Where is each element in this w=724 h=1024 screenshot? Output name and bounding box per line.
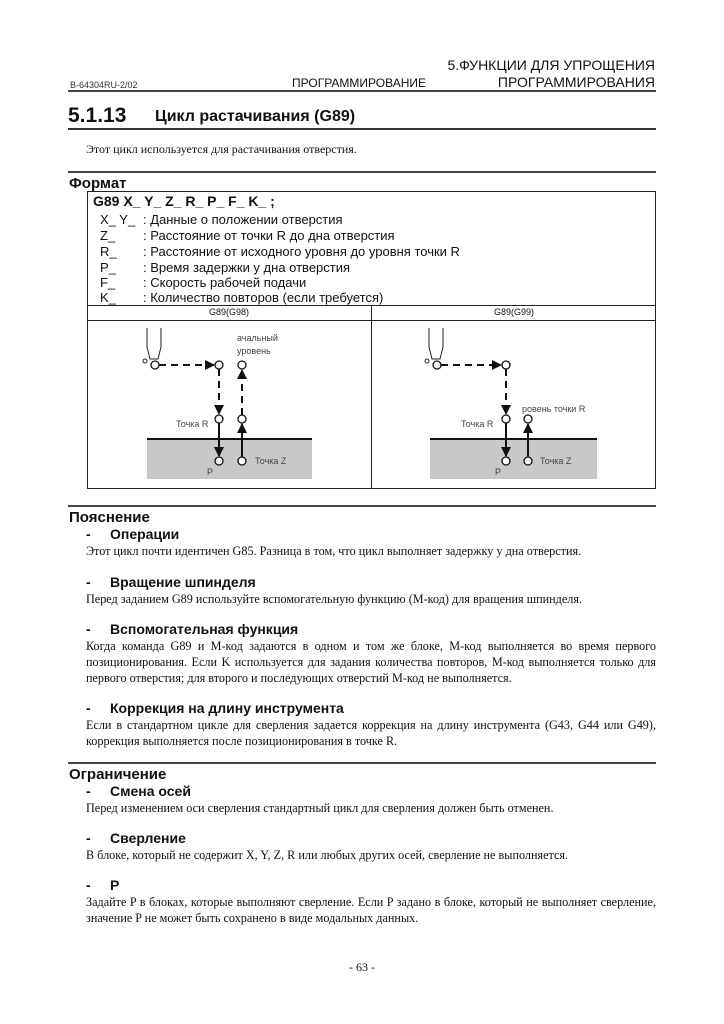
param-desc: : Количество повторов (если требуется) [143,290,384,305]
subsection-text-operations: Этот цикл почти идентичен G85. Разница в том, что цикл выполняет задержку у дна отверстия. [86,544,582,558]
workpiece [147,439,312,479]
param-key: X_ Y_ [100,212,136,227]
explanation-heading: Пояснение [69,509,150,526]
subsection-title-p: P [110,877,120,893]
restriction-rule [68,762,656,764]
subsection-text-drilling: В блоке, который не содержит X, Y, Z, R или любых других осей, сверление не выполняется. [86,848,569,862]
section-number: 5.1.13 [68,104,127,127]
subsection-title-aux-function: Вспомогательная функция [110,621,299,637]
r-point-return [238,415,246,423]
subsection-dash: - [86,621,91,637]
section-title: Цикл растачивания (G89) [155,108,356,125]
workpiece [430,439,597,479]
label-initial-level-1: ачальный [237,333,278,343]
position-point [215,361,223,369]
subsection-title-drilling: Сверление [110,830,186,846]
section-rule [68,128,656,130]
r-level-point [524,415,532,423]
tool-icon [143,328,161,363]
param-desc: : Данные о положении отверстия [143,212,343,227]
p-point [502,457,510,465]
diagram-g99 [372,321,655,488]
format-command: G89 X_ Y_ Z_ R_ P_ F_ K_ ; [93,193,275,209]
z-point [238,457,246,465]
label-initial-level-2: уровень [237,346,271,356]
subsection-title-operations: Операции [110,526,180,542]
p-point [215,457,223,465]
subsection-dash: - [86,574,91,590]
diagram-title-g99: G89(G99) [493,307,535,317]
label-point-z: Точка Z [540,456,572,466]
param-key: R_ [100,244,117,259]
subsection-dash: - [86,830,91,846]
param-key: Z_ [100,228,116,243]
format-heading: Формат [69,175,127,192]
tool-icon [425,328,443,363]
start-point [151,361,159,369]
subsection-text-tool-length: Если в стандартном цикле для сверления задается коррекция на длину инструмента (G43, G44 или G49), коррекция выполняется после позиционирования в точке R. [86,718,656,748]
page-number: - 63 - [349,960,375,974]
param-desc: : Расстояние от точки R до дна отверстия [143,228,395,243]
format-rule [68,171,656,173]
param-desc: : Время задержки у дна отверстия [143,260,351,275]
subsection-dash: - [86,783,91,799]
start-point [433,361,441,369]
header-section-line1: 5.ФУНКЦИИ ДЛЯ УПРОЩЕНИЯ [447,57,655,73]
subsection-title-axis-change: Смена осей [110,783,191,799]
subsection-text-axis-change: Перед изменением оси сверления стандартный цикл для сверления должен быть отменен. [86,801,554,815]
diagram-g98 [88,321,371,488]
header-chapter: ПРОГРАММИРОВАНИЕ [292,76,426,90]
label-p: P [495,467,502,477]
subsection-dash: - [86,877,91,893]
param-key: K_ [100,290,116,305]
label-p: P [207,467,214,477]
subsection-text-p: Задайте P в блоках, которые выполняют сверление. Если P задано в блоке, который не выполняет сверление, значение P не может быть сохранено в виде модальных данных. [86,895,656,925]
label-point-r: Точка R [176,419,209,429]
section-intro: Этот цикл используется для растачивания отверстия. [86,142,357,156]
r-point [502,415,510,423]
subsection-title-tool-length: Коррекция на длину инструмента [110,700,344,716]
explanation-rule [68,505,656,507]
label-point-r: Точка R [461,419,494,429]
header-rule [68,90,656,92]
subsection-title-spindle: Вращение шпинделя [110,574,256,590]
label-point-z: Точка Z [255,456,287,466]
document-code: B-64304RU-2/02 [70,80,138,90]
subsection-dash: - [86,526,91,542]
subsection-text-spindle: Перед заданием G89 используйте вспомогательную функцию (М-код) для вращения шпинделя. [86,592,582,606]
param-key: P_ [100,260,116,275]
param-desc: : Расстояние от исходного уровня до уровня точки R [143,244,460,259]
restriction-heading: Ограничение [69,766,167,783]
position-point [502,361,510,369]
initial-level-point [238,361,246,369]
param-desc: : Скорость рабочей подачи [143,275,307,290]
z-point [524,457,532,465]
r-point [215,415,223,423]
param-key: F_ [100,275,116,290]
header-section-line2: ПРОГРАММИРОВАНИЯ [497,74,655,90]
subsection-text-aux-function: Когда команда G89 и М-код задаются в одном и том же блоке, М-код выполняется во время первого позиционирования. Если K используется для задания количества повторов, М-код выполняется только для первого отверстия; для второго и последующих отверстий М-код не выполняется. [86,639,656,685]
label-r-level: ровень точки R [522,404,586,414]
subsection-dash: - [86,700,91,716]
diagram-title-g98: G89(G98) [208,307,250,317]
